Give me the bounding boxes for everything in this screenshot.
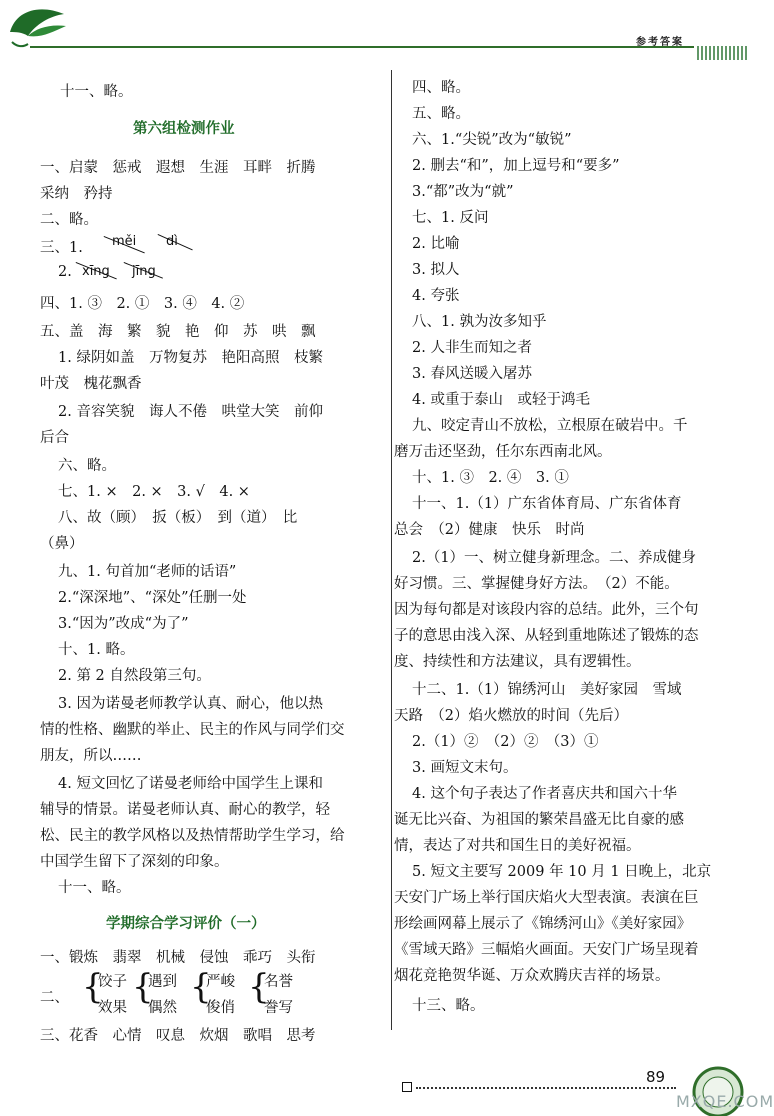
answer-line: 九、1. 句首加“老师的话语” [58,564,237,580]
answer-line: 后合 [40,430,69,446]
footer-dotted-rule [416,1087,676,1089]
answer-line: 度、持续性和方法建议，具有逻辑性。 [394,654,641,670]
answer-line: 十一、略。 [60,84,133,100]
brace-icon: { [132,967,154,1007]
answer-line: 七、1. × 2. × 3. √ 4. × [58,484,250,500]
answer-line: 形绘画网幕上展示了《锦绣河山》《美好家园》 [394,916,692,932]
page-number: 89 [646,1068,666,1086]
answer-line: 3.“因为”改成“为了” [58,616,189,632]
answer-line: 叶茂 槐花飘香 [40,376,142,392]
answer-line: 四、1. ③ 2. ① 3. ④ 4. ② [40,296,245,312]
answer-line: 3. 拟人 [412,262,460,278]
answer-line: 4. 这个句子表达了作者喜庆共和国六十华 [412,786,677,802]
page-footer [0,1050,750,1116]
answer-line: 二、略。 [40,212,98,228]
answer-line: 天路 （2）焰火燃放的时间（先后） [394,708,628,724]
answer-line: 七、1. 反问 [412,210,489,226]
answer-line: 松、民主的教学风格以及热情帮助学生学习，给 [40,828,345,844]
answer-line: 天安门广场上举行国庆焰火大型表演。表演在巨 [394,890,699,906]
answer-line: 十一、1.（1）广东省体育局、广东省体育 [412,496,682,512]
word-pair-bottom: 效果 [98,1000,127,1016]
right-column [392,0,750,1116]
answer-line: 磨万击还坚劲，任尔东西南北风。 [394,444,612,460]
answer-line: 三、1. [40,240,83,256]
answer-line: 三、花香 心情 叹息 炊烟 歌唱 思考 [40,1028,316,1044]
brace-icon: { [82,967,104,1007]
answer-line: 《雪域天路》三幅焰火画面。天安门广场呈现着 [394,942,699,958]
answer-line: 3. 画短文末句。 [412,760,518,776]
answer-line: 好习惯。三、掌握健身好方法。 （2）不能。 [394,576,679,592]
answer-line: 朋友，所以…… [40,748,142,764]
answer-line: 中国学生留下了深刻的印象。 [40,854,229,870]
answer-line: 因为每句都是对该段内容的总结。此外，三个句 [394,602,699,618]
answer-line: 3. 因为诺曼老师教学认真、耐心，他以热 [58,696,323,712]
answer-line: 总会 （2）健康 快乐 时尚 [394,522,585,538]
word-pair-bottom: 誊写 [264,1000,293,1016]
answer-line: 子的意思由浅入深、从轻到重地陈述了锻炼的态 [394,628,699,644]
answer-line: 六、略。 [58,458,116,474]
answer-line: 4. 夸张 [412,288,460,304]
answer-line: 五、盖 海 繁 貌 艳 仰 苏 哄 飘 [40,324,316,340]
answer-line: 2.（1）一、树立健身新理念。二、养成健身 [412,550,697,566]
answer-line: 2.（1）② （2）② （3）① [412,734,599,750]
section-title: 学期综合学习评价（一） [106,916,266,932]
answer-line: 4. 或重于泰山 或轻于鸿毛 [412,392,590,408]
header-label: 参考答案 [636,37,684,48]
pinyin-text: dì [166,234,178,249]
answer-line: 2. 人非生而知之者 [412,340,532,356]
word-pair-top: 饺子 [98,974,127,990]
word-pair-bottom: 偶然 [148,1000,177,1016]
answer-line: 四、略。 [412,80,470,96]
answer-line: 诞无比兴奋、为祖国的繁荣昌盛无比自豪的感 [394,812,684,828]
answer-line: 六、1.“尖锐”改为“敏锐” [412,132,572,148]
pinyin-text: jīng [132,264,156,279]
word-pair-bottom: 俊俏 [206,1000,235,1016]
answer-line: 一、启蒙 惩戒 遐想 生涯 耳畔 折腾 [40,160,316,176]
answer-line: 3.“都”改为“就” [412,184,514,200]
answer-line: 情的性格、幽默的举止、民主的作风与同学们交 [40,722,345,738]
answer-line: 八、故（顾） 扳（板） 到（道） 比 [58,510,298,526]
pinyin-text: xīng [82,264,110,279]
answer-line: 十一、略。 [58,880,131,896]
answer-line: 烟花竞艳贺华诞、万众欢腾庆吉祥的场景。 [394,968,670,984]
answer-line: 1. 绿阴如盖 万物复苏 艳阳高照 枝繁 [58,350,323,366]
brace-icon: { [190,967,212,1007]
answer-line: 九、咬定青山不放松，立根原在破岩中。千 [412,418,688,434]
word-pair-top: 严峻 [206,974,235,990]
answer-line: 2. 音容笑貌 诲人不倦 哄堂大笑 前仰 [58,404,323,420]
word-pair-top: 名誉 [264,974,293,990]
answer-line: （鼻） [40,536,84,552]
answer-line: 情，表达了对共和国生日的美好祝福。 [394,838,641,854]
answer-line: 5. 短文主要写 2009 年 10 月 1 日晚上，北京 [412,864,712,880]
answer-line: 二、 [40,990,69,1006]
answer-line: 采纳 矜持 [40,186,113,202]
answer-line: 2. 比喻 [412,236,460,252]
section-title: 第六组检测作业 [133,121,235,137]
answer-line: 2.“深深地”、“深处”任删一处 [58,590,247,606]
answer-line: 十、1. ③ 2. ④ 3. ① [412,470,569,486]
answer-line: 辅导的情景。诺曼老师认真、耐心的教学，轻 [40,802,330,818]
answer-line: 一、锻炼 翡翠 机械 侵蚀 乖巧 头衔 [40,950,316,966]
word-pair-top: 遇到 [148,974,177,990]
answer-line: 3. 春风送暖入屠苏 [412,366,532,382]
footer-square-icon [402,1082,412,1092]
answer-line: 2. [58,264,72,280]
answer-line: 2. 删去“和”，加上逗号和“要多” [412,158,620,174]
answer-line: 八、1. 孰为汝多知乎 [412,314,547,330]
watermark-text: MXQE.COM [676,1092,774,1111]
answer-line: 2. 第 2 自然段第三句。 [58,668,211,684]
answer-line: 4. 短文回忆了诺曼老师给中国学生上课和 [58,776,323,792]
answer-line: 十、1. 略。 [58,642,135,658]
answer-line: 五、略。 [412,106,470,122]
answer-line: 十二、1.（1）锦绣河山 美好家园 雪域 [412,682,682,698]
answer-line: 十三、略。 [412,998,485,1014]
pinyin-text: měi [112,234,137,249]
brace-icon: { [248,967,270,1007]
